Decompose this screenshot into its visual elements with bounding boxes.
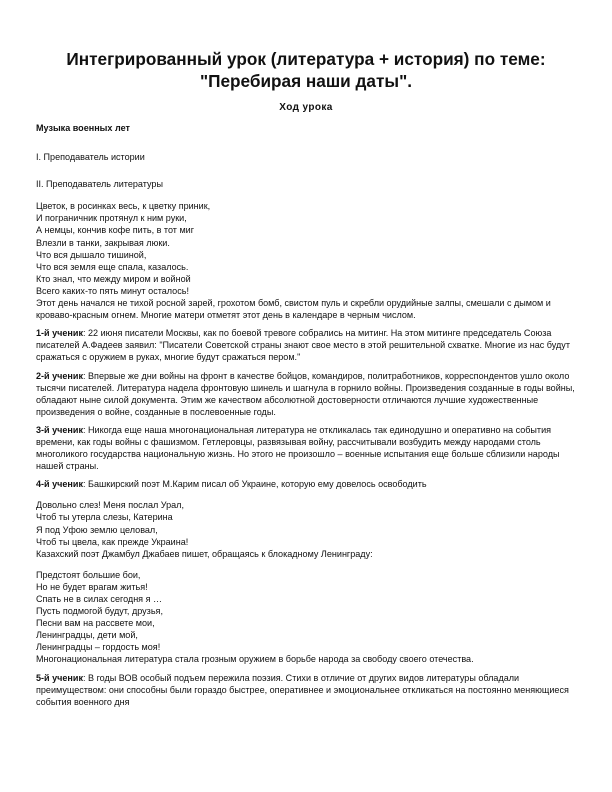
student-4-label: 4-й ученик — [36, 479, 83, 490]
section-heading: Музыка военных лет — [36, 123, 130, 133]
poem-line: Предстоят большие бои, — [36, 569, 141, 580]
poem-line: Что вся дышало тишиной, — [36, 249, 147, 260]
poem-line: Влезли в танки, закрывая люки. — [36, 237, 170, 248]
student-3-label: 3-й ученик — [36, 424, 83, 435]
student-5-label: 5-й ученик — [36, 672, 83, 683]
student-4-text: : Башкирский поэт М.Карим писал об Украине, которую ему довелось освободить — [83, 479, 427, 490]
student-1-paragraph — [36, 327, 581, 363]
student-2-label: 2-й ученик — [36, 370, 83, 381]
student-2-paragraph — [36, 370, 581, 418]
poem-line: И пограничник протянул к ним руки, — [36, 213, 187, 224]
student-5-paragraph — [36, 672, 581, 708]
poem-line: Всего каких-то пять минут осталось! — [36, 285, 189, 296]
poem-line: Ленинградцы – гордость моя! — [36, 642, 161, 653]
student-5-text: : В годы ВОВ особый подъем пережила поэзия. Стихи в отличие от других видов литературы обладали преимуществом: они способны были гораздо быстрее, оперативнее и эмоциональнее откликаться на постоянно меняющиеся события военного дня — [36, 672, 569, 707]
poem-block-1 — [36, 200, 581, 297]
poem-line: Песни вам на рассвете мои, — [36, 618, 155, 629]
outline-item-literature-teacher: II. Преподаватель литературы — [36, 179, 163, 190]
poem-line: А немцы, кончив кофе пить, в тот миг — [36, 225, 195, 236]
student-3-text: : Никогда еще наша многонациональная литература не откликалась так единодушно и оперативно на события времени, как годы войны с фашизмом. Гетлеровцы, развязывая войну, рассчитывали возбудить между народами столь многоликого государства национальную жизнь. Но этого не произошло – военные испытания еще больше сблизили народы нашей страны. — [36, 424, 560, 472]
poem-block-3 — [36, 569, 581, 654]
student-1-label: 1-й ученик — [36, 328, 83, 339]
poem-line: Пусть подмогой будут, друзья, — [36, 606, 163, 617]
poem-line: Чтоб ты цвела, как прежде Украина! — [36, 536, 189, 547]
poem-line: Я под Уфою землю целовал, — [36, 524, 158, 535]
document-title: Интегрированный урок (литература + история) по теме: "Перебирая наши даты". — [66, 49, 546, 91]
poem-line: Довольно слез! Меня послал Урал, — [36, 500, 184, 511]
poem-line: Спать не в силах сегодня я … — [36, 594, 163, 604]
line-after-poem-3: Многонациональная литература стала грозным оружием в борьбе народа за свободу своего отечества. — [36, 654, 474, 665]
poem-line: Чтоб ты утерла слезы, Катерина — [36, 512, 173, 523]
poem-line: Кто знал, что между миром и войной — [36, 273, 191, 284]
paragraph-after-poem-1: Этот день начался не тихой росной зарей, грохотом бомб, свистом пуль и скребли орудийные залпы, смешали с дымом и кроваво-красным огнем. Многие матери отметят этот день в календаре в черным числом. — [36, 298, 551, 321]
outline-item-history-teacher: I. Преподаватель истории — [36, 152, 145, 163]
poem-line: Что вся земля еще спала, казалось. — [36, 261, 189, 272]
poem-line: Но не будет врагам житья! — [36, 581, 148, 592]
document-body — [36, 122, 581, 708]
poem-block-2 — [36, 499, 581, 547]
lesson-subtitle: Ход урока — [279, 102, 333, 113]
poem-line: Цветок, в росинках весь, к цветку приник, — [36, 201, 211, 212]
line-after-poem-2: Казахский поэт Джамбул Джабаев пишет, обращаясь к блокадному Ленинграду: — [36, 548, 373, 559]
student-4-paragraph — [36, 478, 581, 490]
student-2-text: : Впервые же дни войны на фронт в качестве бойцов, командиров, политработников, корреспондентов ушло около тысячи писателей. Литература надела фронтовую шинель и шагнула в горнило войны. Произведения созданные в годы войны, обладают ныне силой документа. Этим же качеством абсолютной достоверности отличаются лучшие художественные произведения о войне, созданные в послевоенные годы. — [36, 370, 575, 417]
student-1-text: : 22 июня писатели Москвы, как по боевой тревоге собрались на митинг. На этом митинге председатель Союза писателей А.Фадеев заявил: "Писатели Советской страны знают свое место в этой решительной схватке. Многие из нас будут сражаться с оружием в руках, многие будут сражаться пером." — [36, 328, 570, 363]
student-3-paragraph — [36, 424, 581, 472]
poem-line: Ленинградцы, дети мой, — [36, 630, 138, 641]
